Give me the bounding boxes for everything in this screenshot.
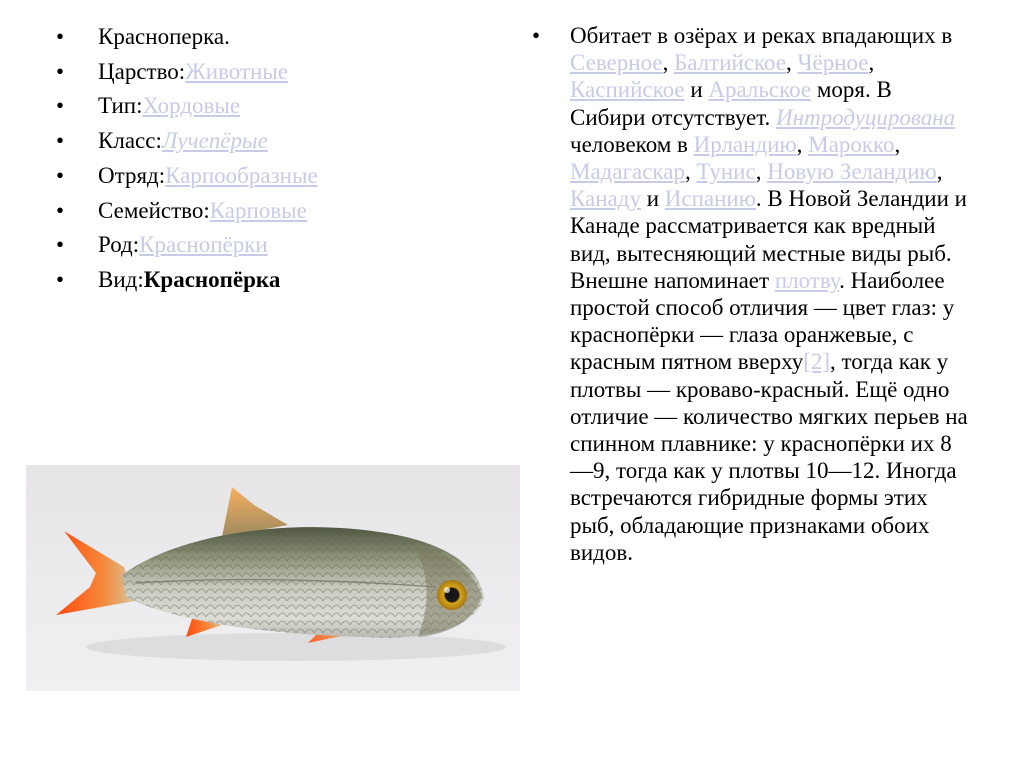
- taxonomy-species: • Вид:Краснопёрка: [56, 263, 318, 298]
- eye-highlight: [444, 587, 450, 593]
- taxonomy-list: [56, 20, 318, 298]
- fish-eye: [437, 580, 467, 610]
- taxonomy-genus: • Род:Краснопёрки: [56, 228, 318, 263]
- genus-link[interactable]: Краснопёрки: [139, 232, 268, 258]
- class-link[interactable]: Лучепёрые: [161, 128, 268, 154]
- fish-photo: [26, 465, 520, 691]
- taxonomy-kingdom: • Царство:Животные: [56, 55, 318, 90]
- link-ireland[interactable]: Ирландию: [693, 131, 797, 157]
- taxonomy-phylum: • Тип:Хордовые: [56, 89, 318, 124]
- link-caspian-sea[interactable]: Каспийское: [570, 77, 685, 103]
- link-baltic-sea[interactable]: Балтийское: [674, 50, 787, 76]
- order-link[interactable]: Карпообразные: [165, 162, 318, 188]
- tail-fin: [56, 531, 134, 615]
- taxonomy-class: • Класс:Лучепёрые: [56, 124, 318, 159]
- link-canada[interactable]: Канаду: [570, 186, 641, 212]
- kingdom-link[interactable]: Животные: [185, 58, 289, 84]
- link-new-zealand[interactable]: Новую Зеландию: [767, 159, 937, 185]
- species-name: Краснопёрка: [143, 266, 281, 292]
- link-madagascar[interactable]: Мадагаскар: [570, 159, 685, 185]
- taxonomy-title: • Красноперка.: [56, 20, 318, 55]
- phylum-link[interactable]: Хордовые: [142, 93, 241, 119]
- link-spain[interactable]: Испанию: [664, 186, 756, 212]
- link-tunisia[interactable]: Тунис: [696, 159, 756, 185]
- taxonomy-order: • Отряд:Карпообразные: [56, 159, 318, 194]
- description-bullet: •: [532, 23, 541, 48]
- link-black-sea[interactable]: Чёрное: [797, 50, 869, 76]
- fish-shadow: [86, 633, 506, 661]
- link-morocco[interactable]: Марокко: [808, 131, 895, 157]
- link-north-sea[interactable]: Северное: [570, 50, 663, 76]
- link-roach[interactable]: плотву: [774, 267, 840, 293]
- description-text: Обитает в озёрах и реках впадающих в Северное, Балтийское, Чёрное, Каспийское и Аральское моря. В Сибири отсутствует. Интродуцирована человеком в Ирландию, Марокко, Мадагаскар, Тунис, Новую Зеландию, Канаду и Испанию. В Новой Зеландии и Канаде рассматривается как вредный вид, вытесняющий местные виды рыб. Внешне напоминает плотву. Наиболее простой способ отличия — цвет глаз: у краснопёрки — глаза оранжевые, с красным пятном вверху[2], тогда как у плотвы — кроваво-красный. Ещё одно отличие — количество мягких перьев на спинном плавнике: у краснопёрки их 8—9, тогда как у плотвы 10—12. Иногда встречаются гибридные формы этих рыб, обладающие признаками обоих видов.: [570, 23, 968, 565]
- family-link[interactable]: Карповые: [209, 197, 307, 223]
- description-block: [532, 22, 972, 566]
- link-reference-2[interactable]: [2]: [803, 349, 831, 375]
- link-aral-sea[interactable]: Аральское: [708, 77, 812, 103]
- rudd-fish-illustration: [26, 465, 520, 691]
- taxonomy-family: • Семейство:Карповые: [56, 194, 318, 229]
- link-introduced[interactable]: Интродуцирована: [776, 104, 956, 130]
